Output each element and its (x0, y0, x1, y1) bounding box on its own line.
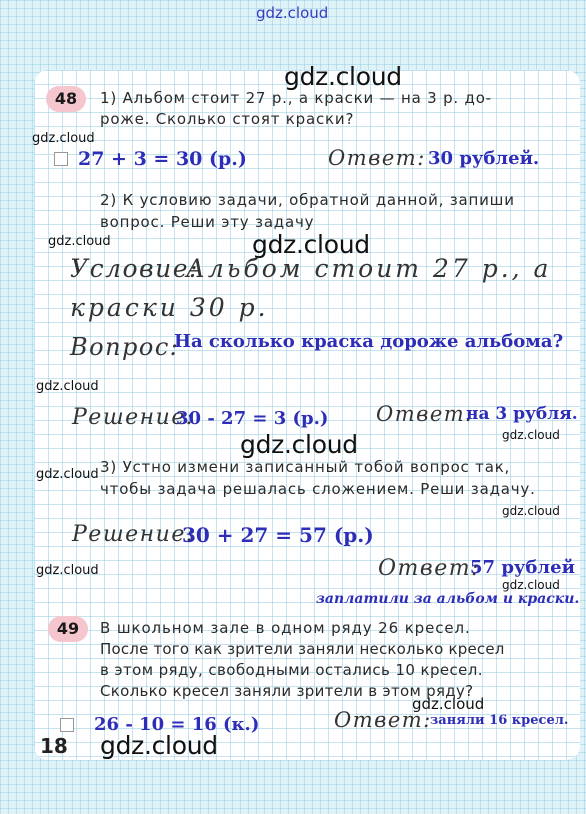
condition-label: Условие: (70, 254, 199, 283)
question-text: На сколько краска дороже альбома? (174, 331, 564, 352)
solution-label: Решение: (72, 405, 195, 430)
task49-answer: заняли 16 кресел. (430, 713, 569, 728)
task48-solution2: 30 - 27 = 3 (р.) (176, 408, 329, 429)
task48-question3-line1: 3) Устно измени записанный тобой вопрос так, (100, 458, 511, 476)
answer-box (60, 718, 74, 732)
task48-answer3-line2: заплатили за альбом и краски. (316, 591, 580, 607)
task48-question1-line1: 1) Альбом стоит 27 р., а краски — на 3 р. до- (100, 89, 492, 107)
task48-answer1: 30 рублей. (428, 148, 540, 169)
task48-question2-line2: вопрос. Реши эту задачу (100, 213, 315, 231)
watermark: gdz.cloud (36, 467, 99, 482)
question-label: Вопрос: (70, 333, 180, 361)
watermark: gdz.cloud (32, 131, 95, 146)
watermark: gdz.cloud (252, 230, 370, 259)
watermark: gdz.cloud (36, 563, 99, 578)
task48-question3-line2: чтобы задача решалась сложением. Реши задачу. (100, 480, 536, 498)
solution-label: Решение: (72, 522, 195, 547)
task-number-badge: 49 (48, 616, 88, 642)
task48-question2-line1: 2) К условию задачи, обратной данной, запиши (100, 191, 515, 209)
watermark: gdz.cloud (502, 578, 560, 592)
condition-line2: краски 30 р. (70, 293, 269, 322)
watermark: gdz.cloud (240, 430, 358, 459)
watermark: gdz.cloud (502, 428, 560, 442)
task-number-badge: 48 (46, 86, 86, 112)
task48-solution1: 27 + 3 = 30 (р.) (78, 148, 247, 170)
answer-label: Ответ: (334, 708, 432, 732)
answer-label: Ответ: (376, 402, 474, 426)
answer-label: Ответ: (378, 556, 480, 581)
answer-label: Ответ: (328, 146, 426, 170)
task49-line3: в этом ряду, свободными остались 10 кресел. (100, 661, 483, 679)
task49-line2: После того как зрители заняли несколько кресел (100, 640, 505, 658)
watermark: gdz.cloud (100, 731, 218, 760)
condition-line1: Альбом стоит 27 р., а (186, 254, 552, 283)
watermark: gdz.cloud (36, 379, 99, 394)
task48-solution3: 30 + 27 = 57 (р.) (182, 523, 374, 547)
task48-answer2: на 3 рубля. (466, 404, 578, 424)
watermark: gdz.cloud (502, 504, 560, 518)
task49-line4: Сколько кресел заняли зрители в этом ряду? (100, 682, 474, 700)
watermark: gdz.cloud (412, 695, 485, 713)
watermark: gdz.cloud (284, 62, 402, 91)
watermark: gdz.cloud (48, 234, 111, 249)
answer-box (54, 152, 68, 166)
task48-question1-line2: роже. Сколько стоят краски? (100, 110, 355, 128)
task49-line1: В школьном зале в одном ряду 26 кресел. (100, 619, 471, 637)
page-number: 18 (40, 734, 68, 758)
task48-answer3-line1: 57 рублей (470, 557, 575, 578)
watermark-top: gdz.cloud (256, 4, 329, 22)
task49-solution: 26 - 10 = 16 (к.) (94, 714, 260, 735)
